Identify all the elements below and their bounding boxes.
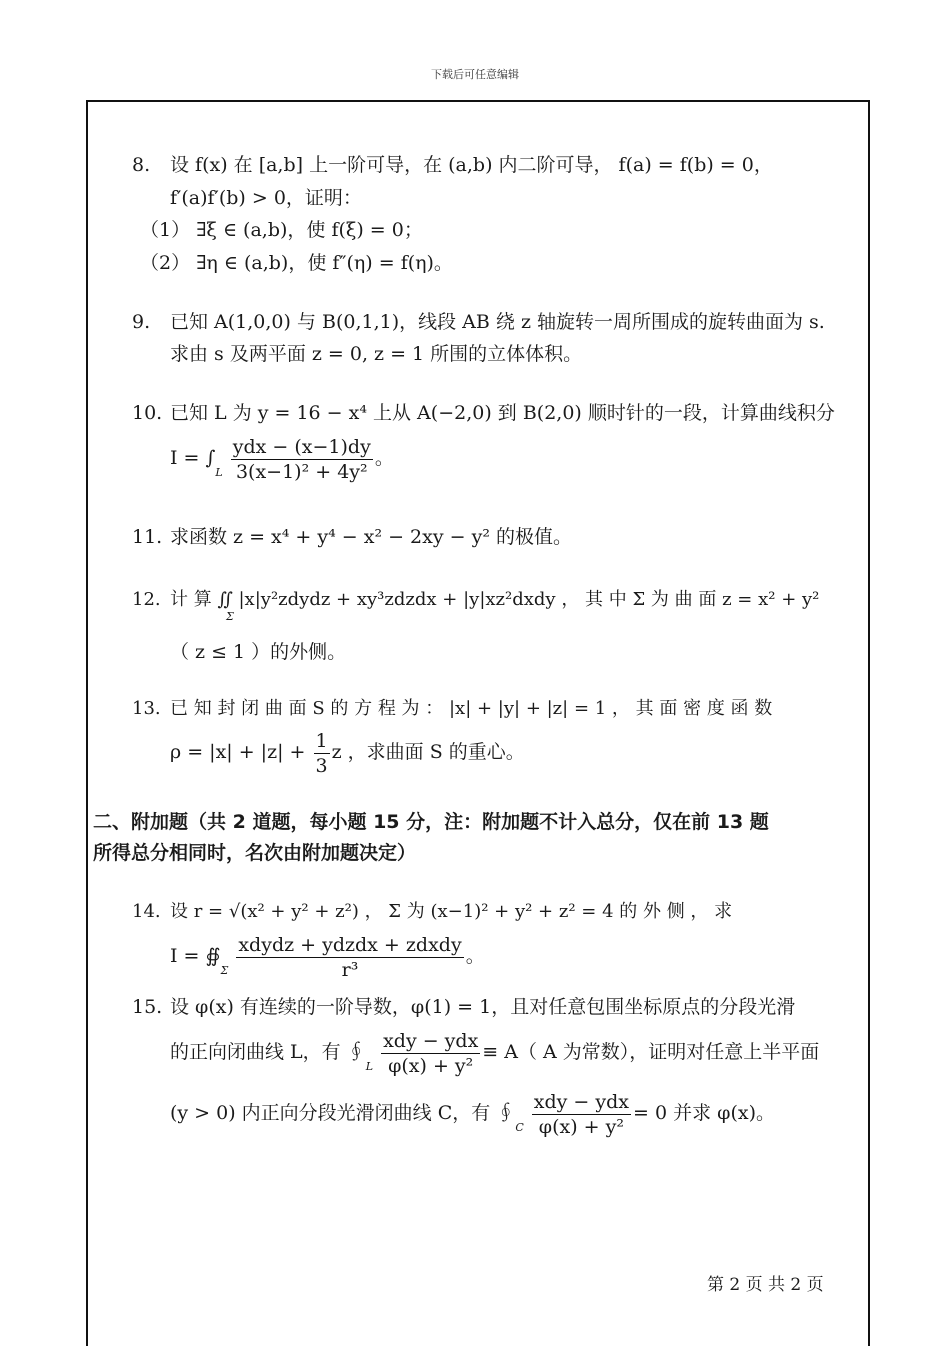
q10-lhs: I = ∫ bbox=[170, 447, 216, 469]
q14-end: 。 bbox=[465, 945, 485, 967]
q10-sub: L bbox=[215, 466, 223, 479]
q13-frac-bot: 3 bbox=[315, 754, 328, 777]
q15-denominator-1: φ(x) + y² bbox=[388, 1054, 474, 1077]
q8-part2: （2） ∃η ∈ (a,b)，使 f″(η) = f(η)。 bbox=[140, 252, 453, 274]
q14-line1 bbox=[132, 897, 732, 927]
q12-line1 bbox=[132, 585, 819, 615]
q11-line bbox=[132, 522, 572, 552]
q13-line1 bbox=[132, 694, 772, 724]
q12-number: 12. bbox=[132, 589, 161, 610]
q8-number: 8. bbox=[132, 154, 151, 176]
q14-sub: Σ bbox=[220, 964, 229, 977]
q15-line3 bbox=[170, 1083, 775, 1158]
page-footer: 第 2 页 共 2 页 bbox=[707, 1275, 824, 1295]
q10-numerator: ydx − (x−1)dy bbox=[232, 435, 371, 458]
q15-sub-c: C bbox=[515, 1121, 524, 1134]
q14-lhs: I = ∯ bbox=[170, 945, 221, 967]
q15-text3a: (y > 0) 内正向分段光滑闭曲线 C，有 ∮ bbox=[170, 1102, 516, 1124]
q15-line1 bbox=[132, 992, 795, 1022]
q10-end: 。 bbox=[374, 447, 394, 469]
q15-numerator-2: xdy − ydx bbox=[533, 1090, 630, 1113]
q10-line1 bbox=[132, 398, 835, 428]
q9-line1 bbox=[132, 307, 825, 337]
q15-number: 15. bbox=[132, 996, 163, 1018]
q15-fraction-2 bbox=[532, 1090, 631, 1139]
q10-integral bbox=[170, 430, 394, 501]
q9-text1: 已知 A(1,0,0) 与 B(0,1,1)，线段 AB 绕 z 轴旋转一周所围成的旋转曲面为 s. bbox=[170, 311, 825, 333]
q9-line2: 求由 s 及两平面 z = 0, z = 1 所围的立体体积。 bbox=[170, 343, 583, 365]
q13-number: 13. bbox=[132, 698, 161, 719]
q12-sub: Σ bbox=[226, 610, 234, 623]
q8-text1: 设 f(x) 在 [a,b] 上一阶可导，在 (a,b) 内二阶可导， f(a) = f(b) = 0， bbox=[170, 154, 773, 176]
q13-rho: ρ = |x| + |z| + bbox=[170, 741, 306, 763]
q14-text1: 设 r = √(x² + y² + z²) ， Σ 为 (x−1)² + y² + z² = 4 的 外 侧 ， 求 bbox=[170, 901, 733, 922]
q15-sub-l: L bbox=[365, 1060, 374, 1073]
q11-text: 求函数 z = x⁴ + y⁴ − x² − 2xy − y² 的极值。 bbox=[170, 526, 572, 548]
q13-fraction bbox=[314, 729, 330, 778]
q11-number: 11. bbox=[132, 526, 163, 548]
q15-text3b: = 0 并求 φ(x)。 bbox=[633, 1102, 775, 1124]
q12-line2: （ z ≤ 1 ）的外侧。 bbox=[170, 641, 347, 663]
q8-part1: （1） ∃ξ ∈ (a,b)，使 f(ξ) = 0； bbox=[140, 219, 423, 241]
q8-line1 bbox=[132, 150, 773, 180]
q10-text1: 已知 L 为 y = 16 − x⁴ 上从 A(−2,0) 到 B(2,0) 顺时针的一段，计算曲线积分 bbox=[170, 402, 835, 424]
section2-line2: 所得总分相同时，名次由附加题决定） bbox=[93, 842, 417, 864]
header-note: 下载后可任意编辑 bbox=[431, 68, 519, 81]
section2-line1: 二、附加题（共 2 道题，每小题 15 分，注：附加题不计入总分，仅在前 13 题 bbox=[93, 811, 769, 833]
q13-line2 bbox=[170, 724, 525, 780]
q14-denominator: r³ bbox=[341, 958, 359, 981]
q13-text1: 已 知 封 闭 曲 面 S 的 方 程 为 ： |x| + |y| + |z| = 1 ， 其 面 密 度 函 数 bbox=[170, 698, 773, 719]
q15-fraction-1 bbox=[381, 1029, 480, 1078]
q15-text2a: 的正向闭曲线 L，有 ∮ bbox=[170, 1041, 366, 1063]
q9-number: 9. bbox=[132, 311, 151, 333]
q15-numerator-1: xdy − ydx bbox=[383, 1029, 479, 1052]
q14-fraction bbox=[236, 933, 463, 982]
q12-text1: 计 算 ∬ |x|y²zdydz + xy³zdzdx + |y|xz²dxdy ， 其 中 Σ 为 曲 面 z = x² + y² bbox=[170, 589, 820, 610]
q8-line2: f′(a)f′(b) > 0，证明： bbox=[170, 187, 362, 209]
q10-denominator: 3(x−1)² + 4y² bbox=[235, 460, 368, 483]
q14-numerator: xdydz + ydzdx + zdxdy bbox=[238, 933, 462, 956]
q14-integral bbox=[170, 928, 485, 999]
q15-text2b: ≡ A（ A 为常数），证明对任意上半平面 bbox=[482, 1041, 820, 1063]
q13-frac-top: 1 bbox=[315, 729, 328, 752]
q14-number: 14. bbox=[132, 901, 161, 922]
q10-number: 10. bbox=[132, 402, 163, 424]
q13-text2: z ，求曲面 S 的重心。 bbox=[331, 741, 525, 763]
q15-denominator-2: φ(x) + y² bbox=[538, 1115, 624, 1138]
q10-fraction bbox=[231, 435, 373, 484]
q15-text1: 设 φ(x) 有连续的一阶导数，φ(1) = 1，且对任意包围坐标原点的分段光滑 bbox=[170, 996, 796, 1018]
